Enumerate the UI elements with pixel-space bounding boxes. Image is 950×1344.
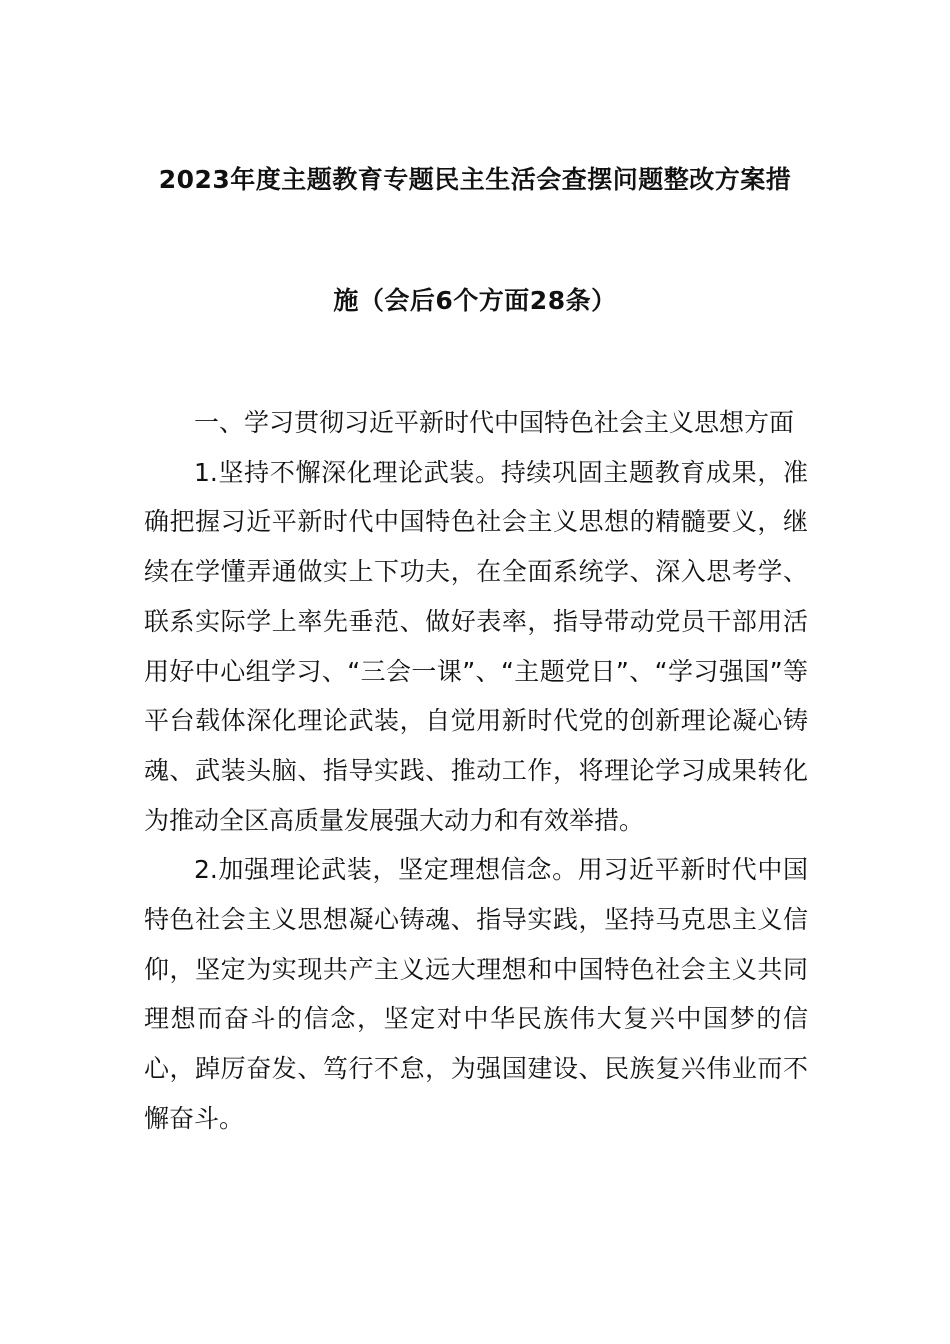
document-body bbox=[144, 398, 808, 1144]
paragraph-item-2: 2.加强理论武装，坚定理想信念。用习近平新时代中国特色社会主义思想凝心铸魂、指导实践，坚持马克思主义信仰，坚定为实现共产主义远大理想和中国特色社会主义共同理想而奋斗的信念，坚定对中华民族伟大复兴中国梦的信心，踔厉奋发、笃行不怠，为强国建设、民族复兴伟业而不懈奋斗。 bbox=[144, 855, 808, 1133]
document-title-line-1: 2023年度主题教育专题民主生活会查摆问题整改方案措 bbox=[158, 165, 792, 194]
document-title-line-2: 施（会后6个方面28条） bbox=[333, 286, 617, 315]
section-heading: 一、学习贯彻习近平新时代中国特色社会主义思想方面 bbox=[194, 408, 795, 437]
paragraph-item-1: 1.坚持不懈深化理论武装。持续巩固主题教育成果，准确把握习近平新时代中国特色社会主义思想的精髓要义，继续在学懂弄通做实上下功夫，在全面系统学、深入思考学、联系实际学上率先垂范、做好表率，指导带动党员干部用活用好中心组学习、“三会一课”、“主题党日”、“学习强国”等平台载体深化理论武装，自觉用新时代党的创新理论凝心铸魂、武装头脑、指导实践、推动工作，将理论学习成果转化为推动全区高质量发展强大动力和有效举措。 bbox=[144, 457, 808, 835]
